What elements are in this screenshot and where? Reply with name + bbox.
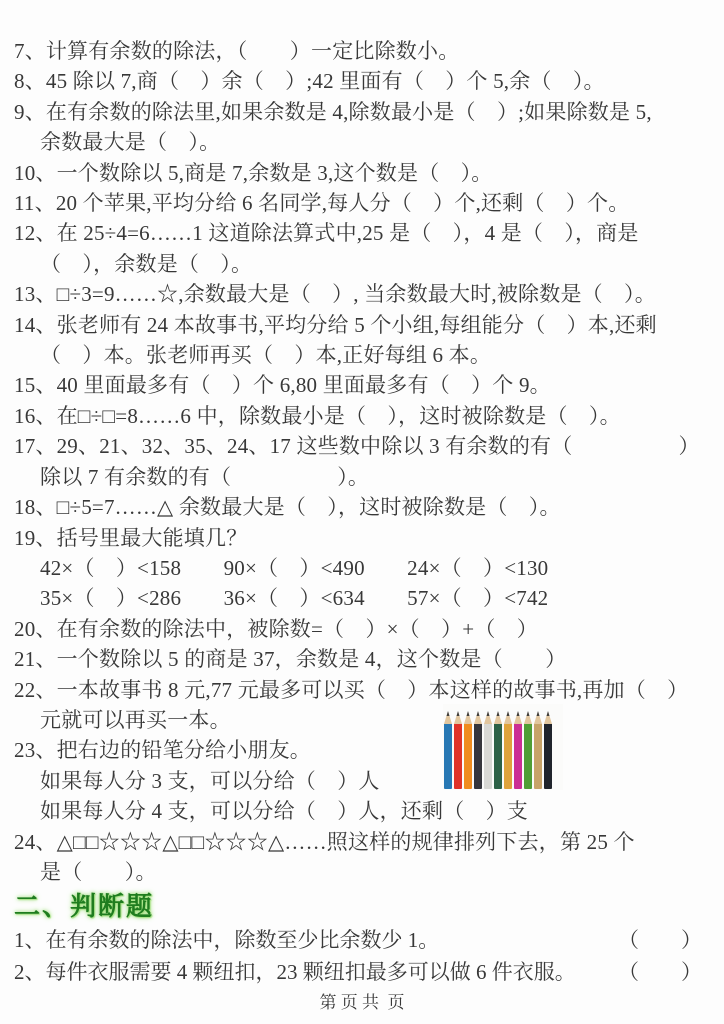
pencil-tip: [484, 711, 492, 724]
pencil-body: [514, 724, 522, 789]
problem-line: 21、一个数除以 5 的商是 37，余数是 4，这个数是（ ）: [14, 647, 567, 672]
judgment-answer-blank: （ ）: [618, 928, 702, 953]
pencil-body: [454, 724, 462, 789]
pencil: [534, 711, 542, 789]
pencil-body: [464, 724, 472, 789]
problem-line: 42×（ ）<158 90×（ ）<490 24×（ ）<130: [40, 555, 549, 580]
colored-pencils-image: [443, 704, 563, 790]
pencil-body: [534, 724, 542, 789]
pencil-body: [494, 724, 502, 789]
problem-line: 10、一个数除以 5,商是 7,余数是 3,这个数是（ ）。: [14, 160, 493, 185]
problem-line: 16、在□÷□=8……6 中，除数最小是（ ），这时被除数是（ ）。: [14, 403, 621, 428]
problem-line: 11、20 个苹果,平均分给 6 名同学,每人分（ ）个,还剩（ ）个。: [14, 191, 630, 216]
pencil-tip: [524, 711, 532, 724]
problem-line: （ ），余数是（ ）。: [40, 251, 253, 276]
section-heading-judgment: 二、判断题: [14, 892, 155, 922]
problem-line: 如果每人分 4 支，可以分给（ ）人，还剩（ ）支: [40, 799, 528, 824]
problem-line: 18、□÷5=7……△ 余数最大是（ ），这时被除数是（ ）。: [14, 495, 561, 520]
pencil: [444, 711, 452, 789]
judgment-item: [0, 956, 724, 988]
problem-line: 19、括号里最大能填几？: [14, 525, 248, 550]
problem-line: 元就可以再买一本。: [40, 707, 231, 732]
pencil-tip: [474, 711, 482, 724]
pencil-body: [504, 724, 512, 789]
problem-line: 24、△□□☆☆☆△□□☆☆☆△……照这样的规律排列下去，第 25 个: [14, 829, 635, 854]
pencil: [524, 711, 532, 789]
problem-line: 14、张老师有 24 本故事书,平均分给 5 个小组,每组能分（ ）本,还剩: [14, 312, 657, 337]
judgment-item: [0, 924, 724, 956]
problem-line: 15、40 里面最多有（ ）个 6,80 里面最多有（ ）个 9。: [14, 373, 551, 398]
pencil: [454, 711, 462, 789]
pencil-tip: [514, 711, 522, 724]
pencil: [494, 711, 502, 789]
pencil-body: [444, 724, 452, 789]
page-footer: 第 页 共 页: [319, 993, 405, 1013]
pencil: [544, 711, 552, 789]
judgment-item-text: 2、每件衣服需要 4 颗纽扣，23 颗纽扣最多可以做 6 件衣服。: [14, 960, 576, 985]
pencil-tip: [544, 711, 552, 724]
problem-line: 22、一本故事书 8 元,77 元最多可以买（ ）本这样的故事书,再加（ ）: [14, 677, 689, 702]
judgment-answer-blank: （ ）: [618, 960, 702, 985]
problem-line: 7、计算有余数的除法，（ ）一定比除数小。: [14, 39, 460, 63]
problem-line: （ ）本。张老师再买（ ）本,正好每组 6 本。: [40, 343, 492, 368]
judgment-item-text: 1、在有余数的除法中，除数至少比余数少 1。: [14, 928, 440, 953]
problem-line: 35×（ ）<286 36×（ ）<634 57×（ ）<742: [40, 586, 549, 611]
problem-line: 17、29、21、32、35、24、17 这些数中除以 3 有余数的有（ ）: [14, 434, 700, 459]
problem-line: 余数最大是（ ）。: [40, 130, 221, 155]
pencil-tip: [454, 711, 462, 724]
problem-line: 20、在有余数的除法中，被除数=（ ）×（ ）+（ ）: [14, 616, 538, 641]
problem-line: 是（ ）。: [40, 859, 157, 884]
pencil: [514, 711, 522, 789]
pencil: [484, 711, 492, 789]
pencil: [504, 711, 512, 789]
pencil-body: [474, 724, 482, 789]
pencil-tip: [504, 711, 512, 724]
problem-line: 如果每人分 3 支，可以分给（ ）人: [40, 768, 380, 793]
problem-line: 23、把右边的铅笔分给小朋友。: [14, 738, 311, 763]
pencil-tip: [494, 711, 502, 724]
problem-line: 9、在有余数的除法里,如果余数是 4,除数最小是（ ）;如果除数是 5,: [14, 99, 652, 124]
pencil-tip: [534, 711, 542, 724]
pencil-tip: [444, 711, 452, 724]
pencil-body: [524, 724, 532, 789]
problem-line: 8、45 除以 7,商（ ）余（ ）;42 里面有（ ）个 5,余（ ）。: [14, 69, 605, 94]
pencil: [464, 711, 472, 789]
problem-line: 除以 7 有余数的有（ ）。: [40, 464, 370, 489]
pencil-body: [544, 724, 552, 789]
pencil-body: [484, 724, 492, 789]
problem-line: 12、在 25÷4=6……1 这道除法算式中,25 是（ ），4 是（ ），商是: [14, 221, 639, 246]
pencil-tip: [464, 711, 472, 724]
pencil: [474, 711, 482, 789]
problem-line: 13、□÷3=9……☆,余数最大是（ ）, 当余数最大时,被除数是（ ）。: [14, 282, 656, 307]
